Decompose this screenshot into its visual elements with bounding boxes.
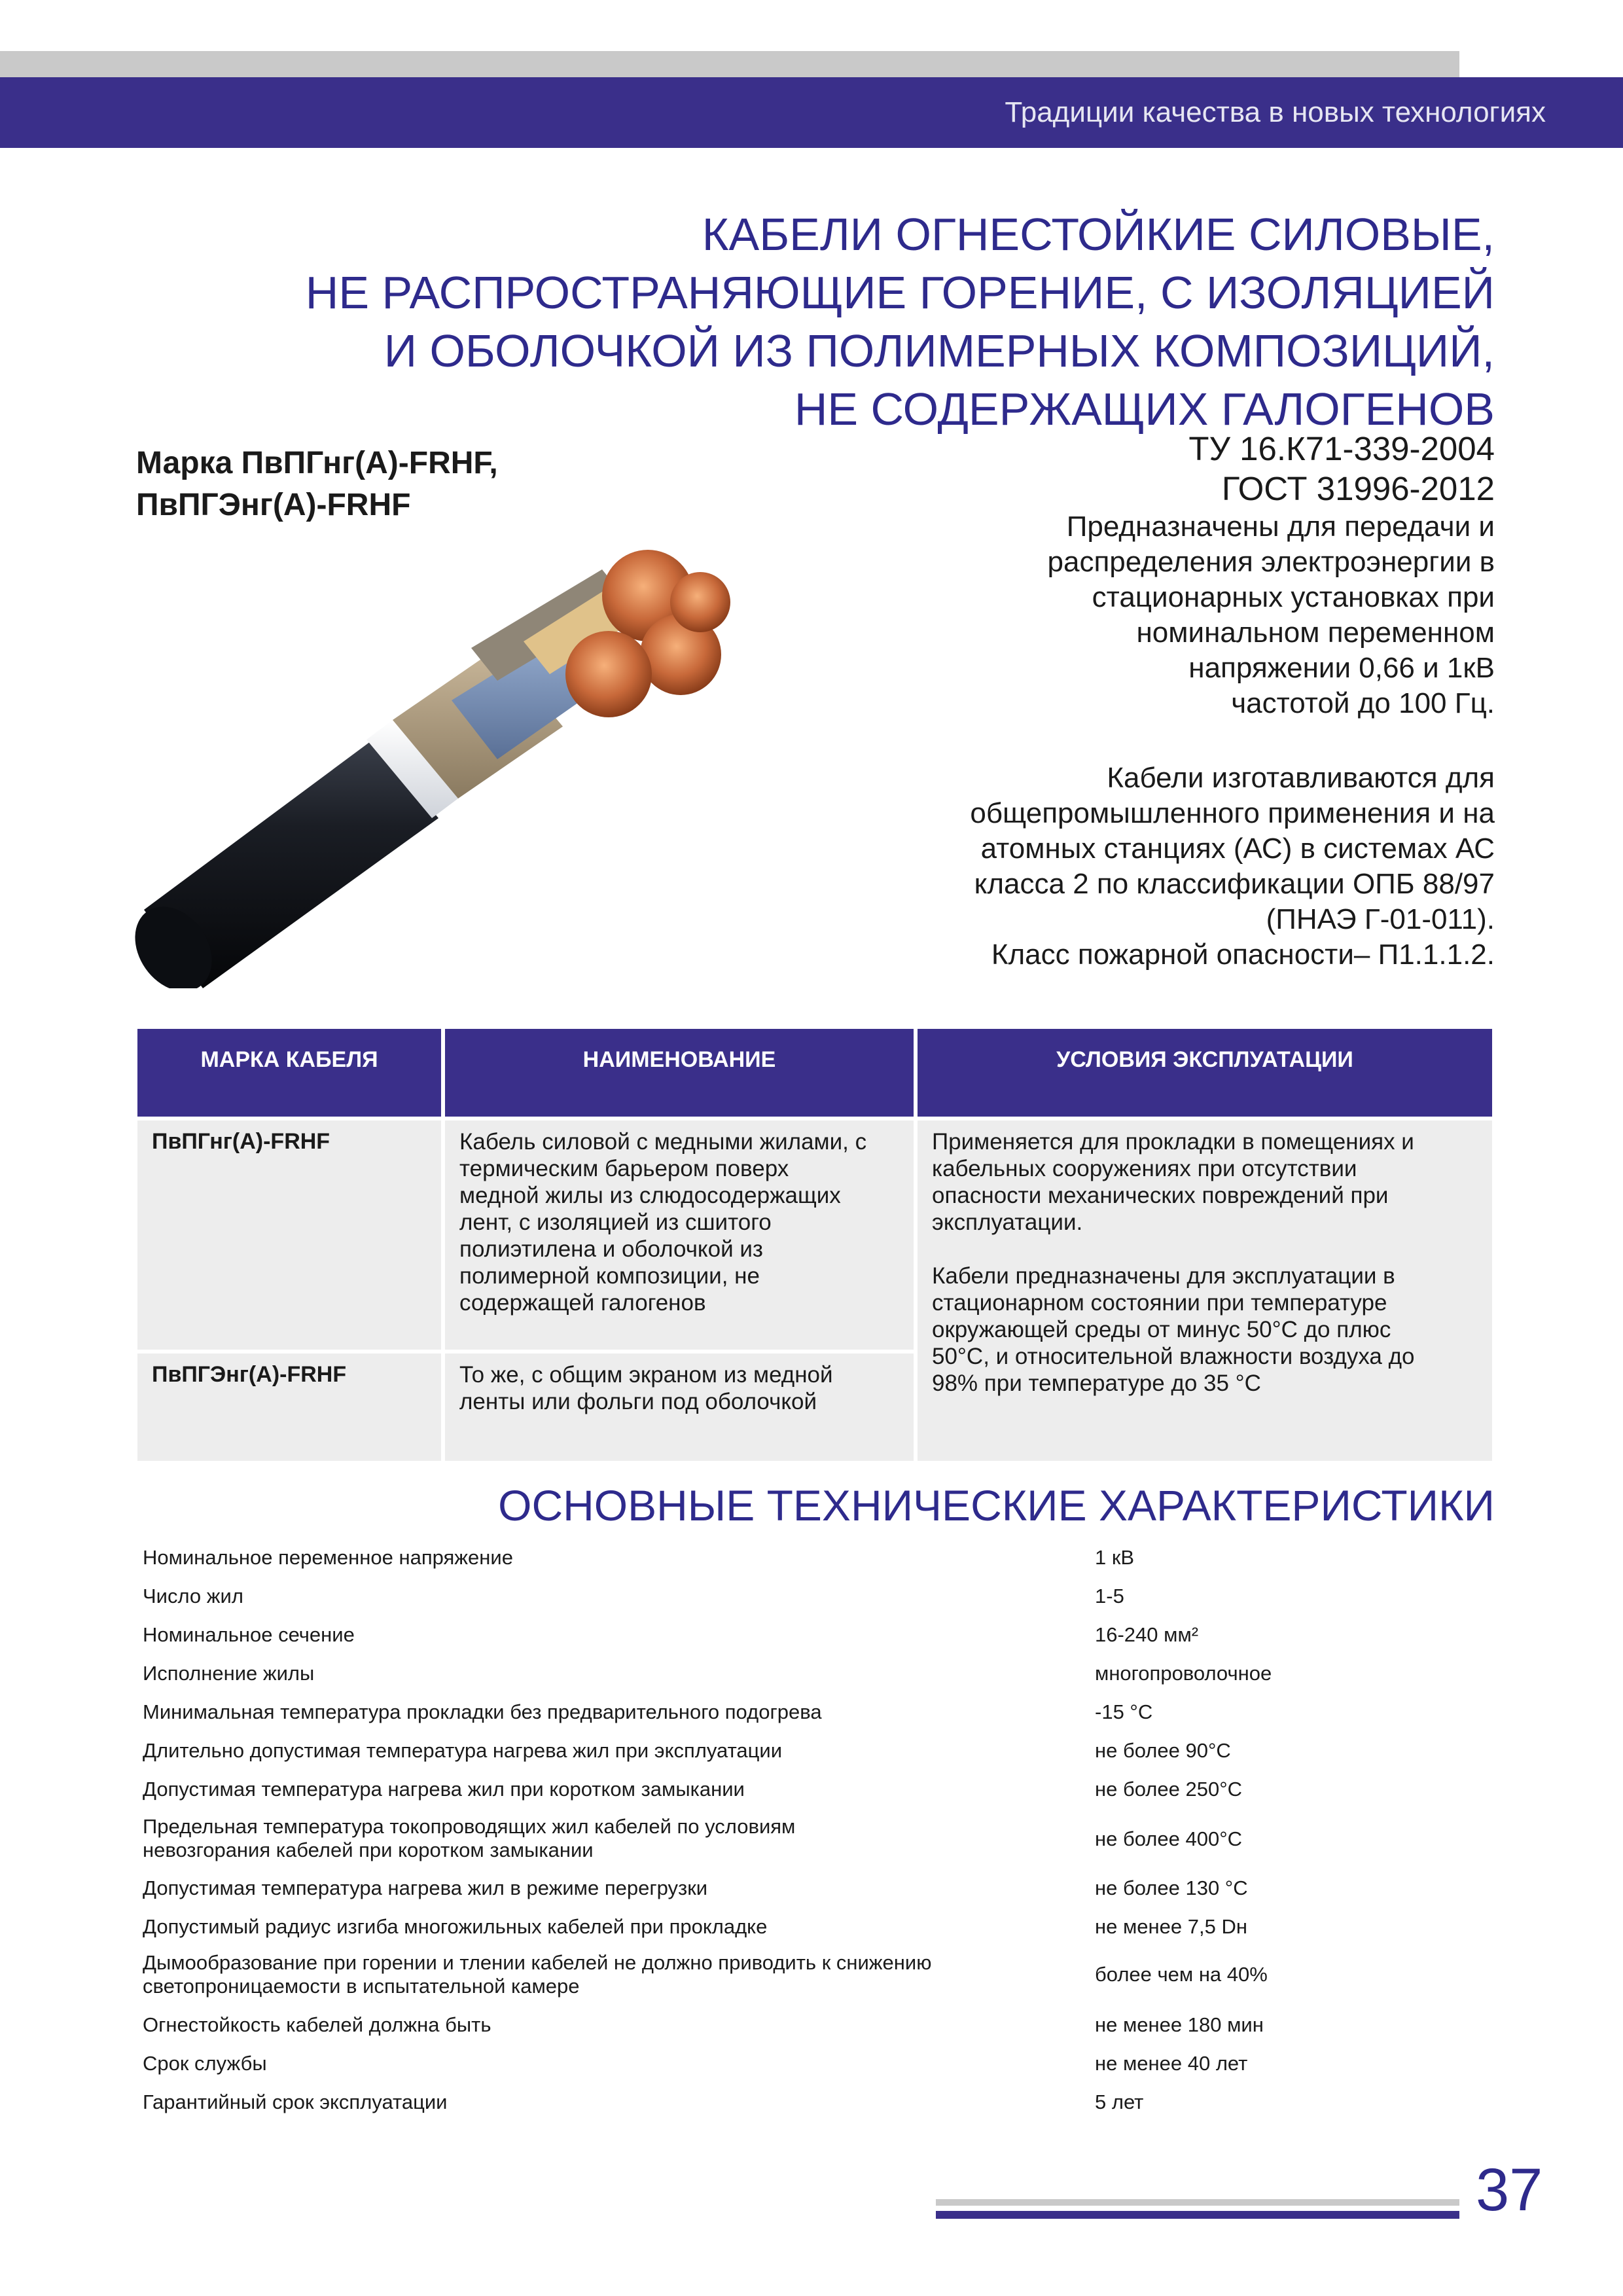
table-row-2-name — [445, 1354, 914, 1461]
brand-line: Марка ПвПГнг(А)-FRHF, — [136, 446, 498, 480]
spec-value: не менее 180 мин — [1095, 2013, 1264, 2036]
purpose-line: распределения электроэнергии в — [1047, 546, 1495, 578]
spec-value: не более 250°С — [1095, 1778, 1242, 1801]
spec-value: не менее 40 лет — [1095, 2052, 1248, 2075]
specs-title: ОСНОВНЫЕ ТЕХНИЧЕСКИЕ ХАРАКТЕРИСТИКИ — [498, 1481, 1495, 1530]
paragraph-gap — [932, 1236, 1478, 1263]
spec-label: Длительно допустимая температура нагрева жил при эксплуатации — [143, 1739, 783, 1762]
purpose-line: напряжении 0,66 и 1кВ — [1188, 652, 1495, 684]
cell-line: эксплуатации. — [932, 1210, 1083, 1235]
spec-value: более чем на 40% — [1095, 1963, 1268, 1986]
table-header-brand: МАРКА КАБЕЛЯ — [137, 1029, 441, 1117]
spec-label: Номинальное переменное напряжение — [143, 1546, 513, 1569]
cell-line: Применяется для прокладки в помещениях и — [932, 1129, 1414, 1155]
table-conditions-cell — [918, 1121, 1492, 1461]
page-number: 37 — [1476, 2157, 1543, 2223]
cell-line: ленты или фольги под оболочкой — [459, 1389, 817, 1414]
cable-types-table — [137, 1029, 1492, 1461]
cable-image — [131, 543, 818, 988]
cell-line: полиэтилена и оболочкой из — [459, 1236, 763, 1262]
purpose-line: номинальном переменном — [1136, 617, 1495, 649]
spec-value: не более 130 °С — [1095, 1876, 1248, 1899]
cell-line: термическим барьером поверх — [459, 1156, 789, 1181]
cell-line: окружающей среды от минус 50°С до плюс — [932, 1317, 1391, 1342]
standard-tu: ТУ 16.К71-339-2004 — [1188, 430, 1495, 467]
usage-line: Кабели изготавливаются для — [1107, 762, 1495, 794]
spec-label: Срок службы — [143, 2052, 267, 2075]
purpose-text — [840, 509, 1495, 721]
cell-line: опасности механических повреждений при — [932, 1183, 1389, 1208]
usage-text — [840, 761, 1495, 973]
table-header-conditions: УСЛОВИЯ ЭКСПЛУАТАЦИИ — [918, 1029, 1492, 1117]
usage-line: атомных станциях (АС) в системах АС — [980, 833, 1495, 865]
spec-value: 16-240 мм² — [1095, 1623, 1199, 1646]
spec-value: 1 кВ — [1095, 1546, 1135, 1569]
spec-value: многопроволочное — [1095, 1662, 1272, 1685]
title-line: НЕ РАСПРОСТРАНЯЮЩИЕ ГОРЕНИЕ, С ИЗОЛЯЦИЕЙ — [305, 267, 1495, 318]
table-row-1-name — [445, 1121, 914, 1350]
spec-label: Дымообразование при горении и тлении кабелей не должно приводить к снижению светопроницаемости в испытательной камере — [143, 1951, 932, 1998]
usage-line: (ПНАЭ Г-01-011). — [1266, 903, 1495, 935]
spec-label: Допустимая температура нагрева жил при коротком замыкании — [143, 1778, 745, 1801]
table-header-name: НАИМЕНОВАНИЕ — [445, 1029, 914, 1117]
spec-label: Допустимый радиус изгиба многожильных кабелей при прокладке — [143, 1915, 768, 1938]
cell-line: Кабели предназначены для эксплуатации в — [932, 1263, 1395, 1289]
usage-line: общепромышленного применения и на — [970, 797, 1495, 829]
cell-line: 98% при температуре до 35 °С — [932, 1371, 1261, 1396]
title-line: КАБЕЛИ ОГНЕСТОЙКИЕ СИЛОВЫЕ, — [702, 209, 1495, 260]
spec-value: 1-5 — [1095, 1585, 1124, 1607]
cell-line: полимерной композиции, не — [459, 1263, 760, 1289]
spec-label: Огнестойкость кабелей должна быть — [143, 2013, 491, 2036]
purpose-line: стационарных установках при — [1092, 581, 1495, 613]
cable-jacket — [131, 740, 438, 988]
spec-label: Предельная температура токопроводящих жил кабелей по условиям невозгорания кабелей при коротком замыкании — [143, 1815, 796, 1861]
cable-brand — [136, 442, 498, 526]
spec-label: Число жил — [143, 1585, 243, 1607]
spec-label: Гарантийный срок эксплуатации — [143, 2090, 448, 2113]
spec-value: не менее 7,5 Dн — [1095, 1915, 1247, 1938]
purpose-line: частотой до 100 Гц. — [1231, 687, 1495, 719]
purpose-line: Предназначены для передачи и — [1066, 511, 1495, 543]
cell-line: Кабель силовой с медными жилами, с — [459, 1129, 867, 1155]
title-line: И ОБОЛОЧКОЙ ИЗ ПОЛИМЕРНЫХ КОМПОЗИЦИЙ, — [383, 325, 1495, 376]
header-tagline: Традиции качества в новых технологиях — [1005, 96, 1546, 128]
standard-gost: ГОСТ 31996-2012 — [1221, 470, 1495, 507]
page-title — [120, 206, 1495, 439]
footer-blue-line — [936, 2211, 1459, 2219]
spec-value: не более 400°С — [1095, 1827, 1242, 1850]
usage-line: Класс пожарной опасности– П1.1.1.2. — [991, 939, 1495, 971]
table-row-2-brand: ПвПГЭнг(А)-FRHF — [137, 1354, 441, 1461]
spec-label: Допустимая температура нагрева жил в режиме перегрузки — [143, 1876, 708, 1899]
spec-value: 5 лет — [1095, 2090, 1144, 2113]
standards — [1188, 429, 1495, 509]
spec-label: Исполнение жилы — [143, 1662, 315, 1685]
cell-line: медной жилы из слюдосодержащих — [459, 1183, 841, 1208]
spec-value: не более 90°С — [1095, 1739, 1231, 1762]
brand-line: ПвПГЭнг(А)-FRHF — [136, 488, 411, 522]
footer-gray-line — [936, 2199, 1459, 2206]
spec-label: Номинальное сечение — [143, 1623, 355, 1646]
cell-line: кабельных сооружениях при отсутствии — [932, 1156, 1357, 1181]
title-line: НЕ СОДЕРЖАЩИХ ГАЛОГЕНОВ — [794, 384, 1495, 435]
cell-line: содержащей галогенов — [459, 1290, 706, 1316]
cell-line: То же, с общим экраном из медной — [459, 1362, 833, 1388]
spec-label: Минимальная температура прокладки без предварительного подогрева — [143, 1700, 822, 1723]
spec-value: -15 °С — [1095, 1700, 1153, 1723]
table-row-1-brand: ПвПГнг(А)-FRHF — [137, 1121, 441, 1350]
cell-line: 50°С, и относительной влажности воздуха до — [932, 1344, 1415, 1369]
usage-line: класса 2 по классификации ОПБ 88/97 — [974, 868, 1495, 900]
header-gray-stripe — [0, 51, 1459, 77]
cell-line: лент, с изоляцией из сшитого — [459, 1210, 772, 1235]
cell-line: стационарном состоянии при температуре — [932, 1290, 1387, 1316]
